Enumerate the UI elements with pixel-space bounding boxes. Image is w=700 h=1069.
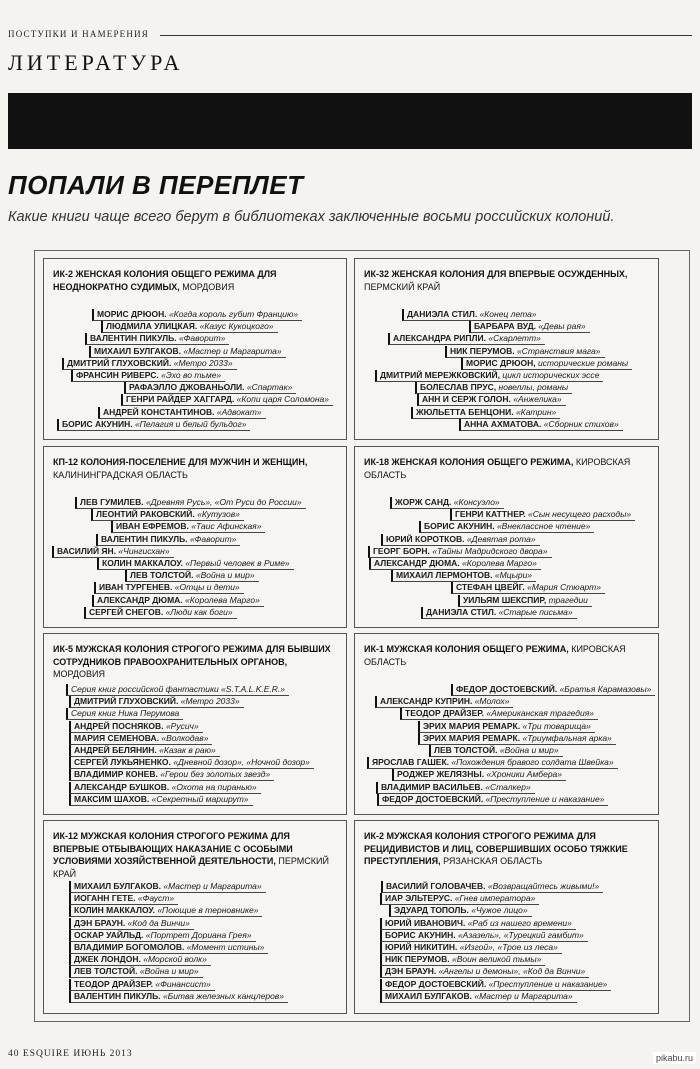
book-title: «Триумфальная арка» [522,732,612,743]
book-entry [419,521,594,533]
book-author: ТЕОДОР ДРАЙЗЕР. [74,978,154,989]
book-author: ВАСИЛИЙ ЯН. [57,545,117,556]
book-entry [389,905,532,917]
book-author: АННА АХМАТОВА. [464,418,542,429]
book-author: ВЛАДИМИР ВАСИЛЬЕВ. [381,781,483,792]
book-entry [69,991,288,1003]
book-title: «Старые письма» [498,606,573,617]
book-title: «Преступление и наказание» [488,978,608,989]
book-title: «Кутузов» [197,509,240,520]
book-author: ВАЛЕНТИН ПИКУЛЬ. [101,533,188,544]
book-author: МИХАИЛ БУЛГАКОВ. [94,345,181,356]
book-entry [380,893,539,905]
book-title: «Возвращайтесь живыми!» [487,881,600,891]
book-entry [69,696,244,708]
book-author: СЕРГЕЙ СНЕГОВ. [89,606,164,617]
book-entry [69,757,314,769]
book-author: ЛЕВ ГУМИЛЕВ. [80,497,144,507]
book-entry [451,684,655,696]
book-entry [69,794,253,806]
book-entry [52,546,174,558]
book-entry [57,419,250,431]
book-title: «Древняя Русь», «От Руси до России» [145,497,302,507]
book-entry [69,954,211,966]
colony-name: ИК-32 ЖЕНСКАЯ КОЛОНИЯ ДЛЯ ВПЕРВЫЕ ОСУЖДЕННЫХ, [364,269,628,279]
book-author: ЛЮДМИЛА УЛИЦКАЯ. [106,321,198,332]
book-title: «Пелагия и белый бульдог» [134,418,247,429]
book-entry [101,321,278,333]
book-author: ИВАН ТУРГЕНЕВ. [99,582,173,593]
colony-name: ИК-1 МУЖСКАЯ КОЛОНИЯ ОБЩЕГО РЕЖИМА, [364,644,572,654]
book-title: «Война и мир» [139,966,199,977]
book-title: «Внеклассное чтение» [496,521,591,532]
book-entry [415,382,572,394]
book-author: ЛЕВ ТОЛСТОЙ. [130,570,194,581]
book-author: АЛЕКСАНДР КУПРИН. [380,696,473,707]
book-title: «Копи царя Соломона» [236,394,330,405]
book-title: «Мастер и Маргарита» [163,881,262,891]
book-author: БОРИС АКУНИН. [62,418,133,429]
book-title: «Поющие в терновнике» [157,905,259,916]
book-author: МАКСИМ ШАХОВ. [74,793,150,804]
colony-region: КИРОВСКАЯ ОБЛАСТЬ [364,457,631,480]
book-title: Серия книг Ника Перумова [71,708,180,719]
book-title: «Хроники Амбера» [486,769,562,780]
book-entry [469,321,590,333]
book-author: АЛЕКСАНДРА РИПЛИ. [393,333,486,344]
article-subtitle: Какие книги чаще всего берут в библиотеках заключенные восьми российских колоний. [8,209,615,225]
book-title: новеллы, романы [498,382,569,393]
book-author: РОДЖЕР ЖЕЛЯЗНЫ. [397,769,485,780]
colony-box [43,446,347,628]
book-title: «Американская трагедия» [486,708,594,719]
book-entry [375,370,603,382]
book-entry [380,991,577,1003]
book-author: ДЭН БРАУН. [74,917,126,928]
book-title: «Русич» [165,720,199,731]
book-entry [459,419,623,431]
book-author: ГЕНРИ РАЙДЕР ХАГГАРД. [126,394,235,405]
book-title: «Война и мир» [195,570,255,581]
book-author: ЭРИХ МАРИЯ РЕМАРК. [423,732,521,743]
book-author: НИК ПЕРУМОВ. [450,345,515,356]
book-entry [69,905,262,917]
book-entry [367,757,618,769]
book-author: МОРИС ДРЮОН. [97,309,167,319]
book-title: «Спартак» [246,382,293,393]
book-entry [376,782,535,794]
book-entry [380,942,562,954]
book-entry [380,918,576,930]
book-author: НИК ПЕРУМОВ. [385,954,450,965]
book-author: МОРИС ДРЮОН, [466,357,536,368]
book-author: ФЕДОР ДОСТОЕВСКИЙ. [382,793,484,804]
book-entry [69,966,203,978]
book-entry [461,358,632,370]
book-entry [411,407,560,419]
book-entry [391,570,536,582]
book-entry [125,570,259,582]
book-entry [85,333,229,345]
book-author: ДЖЕК ЛОНДОН. [74,954,141,965]
book-entry [380,954,545,966]
book-entry [69,733,212,745]
book-title: «Сын несущего расходы» [528,509,632,520]
section-label: ПОСТУПКИ И НАМЕРЕНИЯ [8,29,149,39]
book-entry [69,745,220,757]
book-title: «Девы рая» [538,321,586,332]
book-title: «Анжелика» [513,394,562,405]
book-title: «Мцыри» [494,570,533,581]
page-footer: 40 ESQUIRE ИЮНЬ 2013 [8,1049,133,1059]
book-entry [69,918,194,930]
book-author: ДМИТРИЙ МЕРЕЖКОВСКИЙ, [380,370,500,380]
colony-box [354,446,659,628]
book-author: АЛЕКСАНДР БУШКОВ. [74,781,170,792]
header-rule [160,35,692,36]
book-entry [92,595,264,607]
book-author: ДМИТРИЙ ГЛУХОВСКИЙ. [74,696,179,707]
colony-title [364,643,649,668]
colony-region: ПЕРМСКИЙ КРАЙ [364,281,441,292]
book-title: «Катрин» [515,406,557,417]
book-title: «Битва железных канцлеров» [162,990,284,1001]
book-entry [69,930,256,942]
book-entry [390,497,504,509]
colony-name: ИК-2 ЖЕНСКАЯ КОЛОНИЯ ОБЩЕГО РЕЖИМА ДЛЯ НЕОДНОКРАТНО СУДИМЫХ, [53,269,277,292]
colony-title [53,268,337,293]
book-entry [62,358,237,370]
book-title: «Морской волк» [143,954,207,965]
book-title: исторические романы [537,357,629,368]
book-author: ФЕДОР ДОСТОЕВСКИЙ. [385,978,487,989]
book-title: «Люди как боги» [165,606,233,617]
colony-region: МОРДОВИЯ [182,281,235,292]
book-author: БОРИС АКУНИН. [424,521,495,532]
book-title: «Дневной дозор», «Ночной дозор» [173,757,310,768]
colony-title [53,456,337,481]
article-headline: ПОПАЛИ В ПЕРЕПЛЕТ [8,170,304,200]
book-entry [66,684,289,696]
book-entry [69,893,178,905]
book-title: «Герои без золотых звезд» [160,769,271,780]
colony-box [354,258,659,440]
book-title: «Финансист» [155,978,211,989]
book-author: ИВАН ЕФРЕМОВ. [116,521,189,532]
book-title: «Конец лета» [479,309,537,319]
book-entry [97,558,294,570]
book-author: ВАЛЕНТИН ПИКУЛЬ. [90,333,177,344]
book-title: «Чингисхан» [118,545,170,556]
colony-region: РЯЗАНСКАЯ ОБЛАСТЬ [443,856,543,866]
colony-region: МОРДОВИЯ [53,669,105,679]
book-author: ТЕОДОР ДРАЙЗЕР. [405,708,485,719]
colony-name: ИК-18 ЖЕНСКАЯ КОЛОНИЯ ОБЩЕГО РЕЖИМА, [364,457,576,467]
book-title: «Фаворит» [189,533,237,544]
book-entry [369,558,541,570]
colony-name: ИК-5 МУЖСКАЯ КОЛОНИЯ СТРОГОГО РЕЖИМА ДЛЯ БЫВШИХ СОТРУДНИКОВ ПРАВООХРАНИТЕЛЬНЫХ ОРГАНОВ, [53,644,331,667]
book-entry [111,521,265,533]
colony-region: КИРОВСКАЯ ОБЛАСТЬ [364,644,626,667]
book-entry [380,979,611,991]
book-entry [124,382,296,394]
book-entry [418,733,616,745]
book-title: «Волкодав» [161,732,209,743]
book-entry [66,708,183,720]
book-title: «Мария Стюарт» [527,582,601,593]
book-title: трагедии [548,594,588,605]
book-author: ГЕОРГ БОРН. [373,545,430,556]
book-entry [98,407,266,419]
book-author: МАРИЯ СЕМЕНОВА. [74,732,159,743]
book-title: «Странствия мага» [517,345,601,356]
book-author: КОЛИН МАККАЛОУ. [74,905,155,916]
book-title: «Отцы и дети» [174,582,240,593]
book-author: УИЛЬЯМ ШЕКСПИР, [463,594,547,605]
book-author: СЕРГЕЙ ЛУКЬЯНЕНКО. [74,757,171,768]
book-entry [380,930,588,942]
book-title: «Раб из нашего времени» [467,917,572,928]
book-author: КОЛИН МАККАЛОУ. [102,558,183,568]
book-author: ВАЛЕНТИН ПИКУЛЬ. [74,990,161,1001]
book-author: БОРИС АКУНИН. [385,929,456,940]
book-entry [445,346,605,358]
book-author: БАРБАРА ВУД. [474,321,537,332]
book-title: «Мастер и Маргарита» [183,345,282,356]
book-title: «Мастер и Маргарита» [474,990,573,1001]
book-title: «Ангелы и демоны», «Код да Винчи» [438,966,586,977]
book-author: ВЛАДИМИР БОГОМОЛОВ. [74,942,185,952]
colony-title [364,830,649,868]
book-entry [92,309,302,321]
book-title: «Изгой», «Трое из леса» [459,942,558,952]
colony-name: КП-12 КОЛОНИЯ-ПОСЕЛЕНИЕ ДЛЯ МУЖЧИН И ЖЕНЩИН, [53,457,308,467]
book-author: ВАСИЛИЙ ГОЛОВАЧЕВ. [386,881,486,891]
book-author: ВЛАДИМИР КОНЕВ. [74,769,158,780]
book-entry [69,721,203,733]
book-entry [71,370,225,382]
book-entry [84,607,237,619]
book-author: ОСКАР УАЙЛЬД. [74,929,144,940]
watermark: pikabu.ru [653,1052,696,1064]
header-black-bar [8,93,692,149]
colony-box [43,633,347,815]
book-title: «Гнев императора» [454,893,536,904]
colony-box [354,633,659,815]
book-author: СТЕФАН ЦВЕЙГ. [456,582,525,593]
book-title: «Таис Афинская» [191,521,262,532]
book-author: ИАР ЭЛЬТЕРУС. [385,893,453,904]
colony-box [43,258,347,440]
book-author: ФРАНСИН РИВЕРС. [76,370,159,380]
book-title: «Охота на пиранью» [171,781,257,792]
book-title: «Код да Винчи» [127,917,190,928]
book-entry [458,595,592,607]
book-entry [450,509,635,521]
book-title: «Война и мир» [499,745,559,755]
book-entry [91,509,244,521]
colony-title [53,643,337,681]
book-author: ЭРИХ МАРИЯ РЕМАРК. [423,720,521,731]
book-author: МИХАИЛ ЛЕРМОНТОВ. [396,570,493,581]
book-title: «Казус Кукоцкого» [199,321,274,332]
book-entry [75,497,306,509]
book-title: «Скарлетт» [488,333,541,344]
book-title: «Девятая рота» [466,533,536,544]
book-entry [377,794,608,806]
book-entry [429,745,563,757]
book-entry [96,534,240,546]
book-title: «Адвокат» [216,406,262,417]
colony-title [364,268,649,293]
section-title: ЛИТЕРАТУРА [8,50,184,75]
book-entry [381,881,603,893]
book-entry [121,394,333,406]
book-title: «Метро 2033» [173,357,233,368]
book-entry [418,721,595,733]
book-entry [417,394,566,406]
book-author: ФЕДОР ДОСТОЕВСКИЙ. [456,684,558,694]
book-title: «Эхо во тьме» [161,370,222,380]
book-entry [400,708,598,720]
book-author: ИОГАНН ГЕТЕ. [74,893,136,904]
book-title: «Метро 2033» [180,696,240,707]
book-author: АЛЕКСАНДР ДЮМА. [374,558,460,568]
book-entry [368,546,552,558]
colony-name: ИК-2 МУЖСКАЯ КОЛОНИЯ СТРОГОГО РЕЖИМА ДЛЯ РЕЦИДИВИСТОВ И ЛИЦ, СОВЕРШИВШИХ ОСОБО ТЯЖКИЕ ПРЕСТУПЛЕНИЯ, [364,831,628,866]
book-author: ЯРОСЛАВ ГАШЕК. [372,757,449,768]
book-entry [402,309,541,321]
book-title: «Когда король губит Францию» [168,309,299,319]
book-author: АЛЕКСАНДР ДЮМА. [97,594,183,605]
book-title: «Королева Марго» [462,558,537,568]
book-author: ДАНИЭЛА СТИЛ. [407,309,478,319]
book-entry [388,333,545,345]
book-title: «Фаворит» [178,333,226,344]
book-entry [381,534,540,546]
book-author: МИХАИЛ БУЛГАКОВ. [74,881,161,891]
colony-region: КАЛИНИНГРАДСКАЯ ОБЛАСТЬ [53,469,188,480]
book-title: «Консуэло» [453,497,500,507]
book-entry [94,582,244,594]
book-author: ГЕНРИ КАТТНЕР. [455,509,526,520]
book-author: РАФАЭЛЛО ДЖОВАНЬОЛИ. [129,382,245,393]
book-author: ДМИТРИЙ ГЛУХОВСКИЙ. [67,357,172,368]
book-author: ДЭН БРАУН. [385,966,437,977]
book-author: ЖОРЖ САНД. [395,497,452,507]
book-title: «Похождения бравого солдата Швейка» [451,757,614,768]
book-title: «Воин великой тьмы» [452,954,542,965]
book-entry [69,881,266,893]
book-title: «Братья Карамазовы» [559,684,652,694]
book-title: цикл исторических эссе [502,370,600,380]
book-title: «Молох» [474,696,510,707]
book-title: «Момент истины» [186,942,265,952]
book-author: АНДРЕЙ БЕЛЯНИН. [74,745,157,755]
book-author: АНДРЕЙ ПОСНЯКОВ. [74,720,164,731]
book-author: БОЛЕСЛАВ ПРУС, [420,382,497,393]
book-title: «Портрет Дориана Грея» [145,929,252,940]
colony-region: ПЕРМСКИЙ КРАЙ [53,856,329,879]
book-entry [421,607,577,619]
book-author: ЛЕВ ТОЛСТОЙ. [434,745,498,755]
book-title: «Секретный маршрут» [151,793,249,804]
book-author: ЛЕОНТИЙ РАКОВСКИЙ. [96,509,195,520]
book-entry [89,346,286,358]
book-title: «Фауст» [137,893,175,904]
book-title: «Сталкер» [485,781,531,792]
book-title: «Сборник стихов» [543,418,619,429]
book-title: «Тайны Мадридского двора» [432,545,548,556]
book-title: «Королева Марго» [185,594,260,605]
book-title: «Чужое лицо» [471,905,528,916]
book-entry [392,769,566,781]
book-title: «Преступление и наказание» [485,793,605,804]
book-author: ЖЮЛЬЕТТА БЕНЦОНИ. [416,406,514,417]
book-entry [375,696,513,708]
colony-box [43,820,347,1014]
colony-box [354,820,659,1014]
colony-title [364,456,649,481]
book-author: АНДРЕЙ КОНСТАНТИНОВ. [103,406,215,417]
book-author: ЛЕВ ТОЛСТОЙ. [74,966,138,977]
book-title: «Азазель», «Турецкий гамбит» [457,929,584,940]
book-author: ДАНИЭЛА СТИЛ. [426,606,497,617]
book-entry [380,966,589,978]
book-author: АНН И СЕРЖ ГОЛОН. [422,394,511,405]
colony-name: ИК-12 МУЖСКАЯ КОЛОНИЯ СТРОГОГО РЕЖИМА ДЛЯ ВПЕРВЫЕ ОТБЫВАЮЩИХ НАКАЗАНИЕ С ОСОБЫМИ УСЛОВИЯМИ ХОЗЯЙСТВЕННОЙ ДЕЯТЕЛЬНОСТИ, [53,831,293,866]
book-title: «Казак в раю» [159,745,216,755]
book-entry [69,769,274,781]
book-author: ЮРИЙ НИКИТИН. [385,942,458,952]
book-title: «Три товарища» [522,720,591,731]
book-author: МИХАИЛ БУЛГАКОВ. [385,990,472,1001]
book-author: ЮРИЙ КОРОТКОВ. [386,533,465,544]
colony-title [53,830,337,880]
book-title: Серия книг российской фантастики «S.T.A.L.K.E.R.» [71,684,286,694]
book-entry [451,582,605,594]
book-entry [69,979,215,991]
book-author: ЭДУАРД ТОПОЛЬ. [394,905,469,916]
book-author: ЮРИЙ ИВАНОВИЧ. [385,917,466,928]
book-entry [69,782,261,794]
book-entry [69,942,268,954]
book-title: «Первый человек в Риме» [185,558,290,568]
